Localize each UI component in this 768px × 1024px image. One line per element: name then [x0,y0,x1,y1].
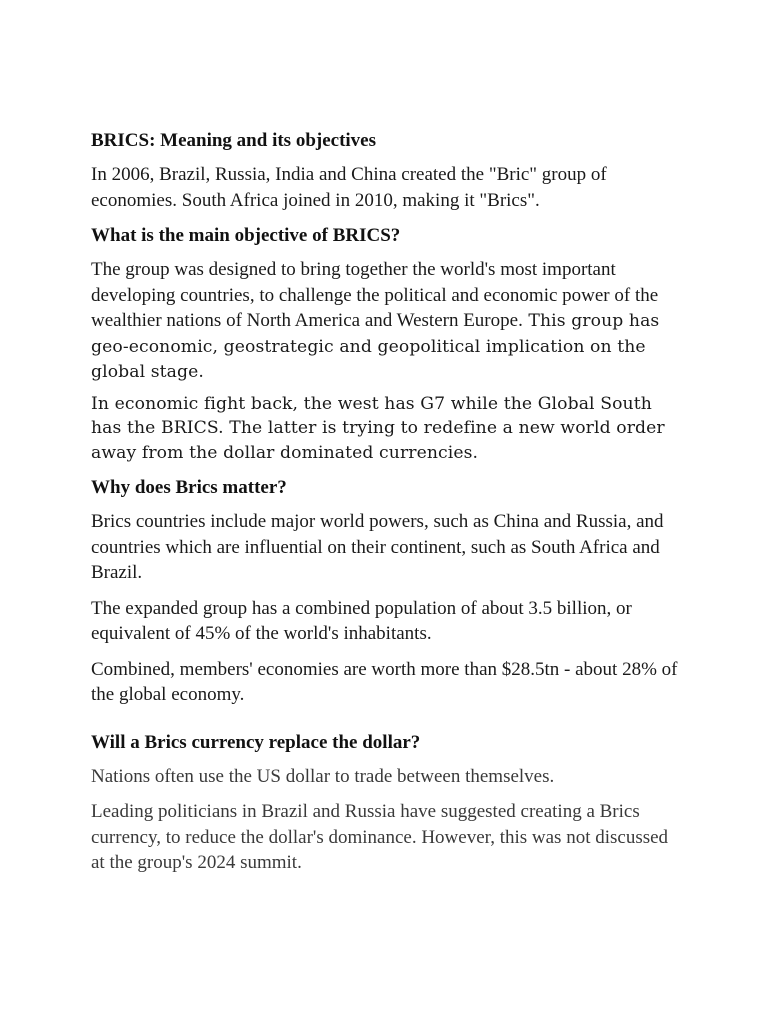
currency-paragraph-1: Nations often use the US dollar to trade between themselves. [91,765,555,787]
section-heading-currency: Will a Brics currency replace the dollar? [91,731,421,753]
why-matter-paragraph-1: Brics countries include major world powers, such as China and Russia, and countries which are influential on their continent, such as South Africa and Brazil. [91,511,664,583]
economic-fightback-paragraph: In economic fight back, the west has G7 while the Global South has the BRICS. The latter is trying to redefine a new world order away from the dollar dominated currencies. [91,393,665,463]
why-matter-paragraph-3: Combined, members' economies are worth more than $28.5tn - about 28% of the global economy. [91,658,678,705]
intro-paragraph: In 2006, Brazil, Russia, India and China created the "Bric" group of economies. South Africa joined in 2010, making it "Brics". [91,164,607,211]
document-title: BRICS: Meaning and its objectives [91,130,377,151]
objective-paragraph-tail: This group has geo-economic, geostrategic and geopolitical implication on the global stage. [91,311,660,382]
objective-paragraph [91,257,681,385]
section-heading-why-matter: Why does Brics matter? [91,477,287,498]
section-heading-objective: What is the main objective of BRICS? [91,225,401,246]
objective-paragraph-main: The group was designed to bring together the world's most important developing countries, to challenge the political and economic power of the wealthier nations of North America and Western Europe. [91,259,659,331]
document-body [91,128,681,886]
currency-paragraph-2: Leading politicians in Brazil and Russia have suggested creating a Brics currency, to reduce the dollar's dominance. However, this was not discussed at the group's 2024 summit. [91,801,669,873]
why-matter-paragraph-2: The expanded group has a combined population of about 3.5 billion, or equivalent of 45% of the world's inhabitants. [91,597,632,644]
